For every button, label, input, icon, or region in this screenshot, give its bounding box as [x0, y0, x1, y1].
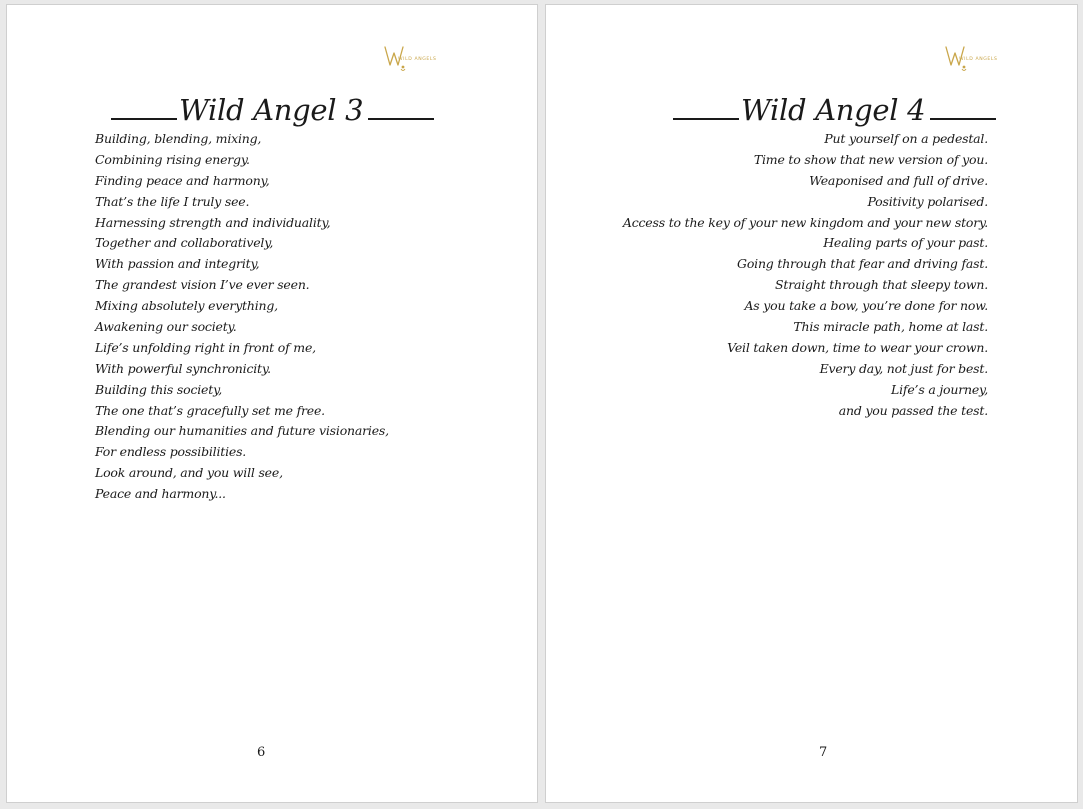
- poem-line: The grandest vision I’ve ever seen.: [95, 277, 310, 293]
- title-rule-right: [930, 96, 996, 120]
- poem-title: [111, 93, 434, 127]
- logo-mark-icon: [940, 39, 998, 75]
- poem-line: For endless possibilities.: [95, 444, 247, 460]
- poem-line: This miracle path, home at last.: [793, 319, 988, 335]
- poem-line: The one that’s gracefully set me free.: [95, 402, 325, 418]
- poem-line: That’s the life I truly see.: [95, 193, 250, 209]
- title-rule-right: [368, 96, 434, 120]
- poem-line: Every day, not just for best.: [819, 360, 988, 376]
- poem-line: Harnessing strength and individuality,: [95, 214, 331, 230]
- poem-line: As you take a bow, you’re done for now.: [744, 298, 988, 314]
- poem-line: Combining rising energy.: [95, 151, 250, 167]
- poem-line: Life’s a journey,: [891, 381, 988, 397]
- page-number: 7: [819, 745, 828, 760]
- logo-text: [398, 56, 437, 62]
- poem-title: [673, 93, 996, 127]
- svg-text:WILD ANGELS: WILD ANGELS: [959, 57, 998, 62]
- poem-line: Put yourself on a pedestal.: [824, 131, 988, 146]
- title-rule-left: [111, 96, 177, 120]
- poem-line: Positivity polarised.: [867, 193, 988, 209]
- page-left: [6, 4, 538, 803]
- logo-mark-icon: [379, 39, 437, 75]
- svg-text:WILD ANGELS: WILD ANGELS: [398, 57, 437, 62]
- poem-line: Together and collaboratively,: [95, 235, 274, 251]
- poem-title-text: Wild Angel 4: [741, 93, 926, 127]
- poem-line: Mixing absolutely everything,: [95, 298, 278, 314]
- wild-angels-logo: [940, 39, 998, 75]
- page-number: 6: [257, 745, 266, 760]
- poem-title-text: Wild Angel 3: [179, 93, 364, 127]
- poem-line: Straight through that sleepy town.: [775, 277, 988, 293]
- page-right: [545, 4, 1078, 803]
- wild-angels-logo: [379, 39, 437, 75]
- poem-line: Healing parts of your past.: [823, 235, 988, 251]
- poem-line: Awakening our society.: [95, 319, 237, 335]
- poem-line: Veil taken down, time to wear your crown.: [727, 339, 988, 355]
- poem-line: Look around, and you will see,: [95, 465, 283, 481]
- poem-line: Access to the key of your new kingdom and your new story.: [622, 214, 988, 230]
- poem-line: With powerful synchronicity.: [95, 360, 271, 376]
- poem-line: Finding peace and harmony,: [95, 172, 270, 188]
- poem-body: [95, 129, 389, 505]
- poem-line: Going through that fear and driving fast.: [737, 256, 988, 272]
- poem-line: Time to show that new version of you.: [753, 151, 988, 167]
- poem-line: Building, blending, mixing,: [95, 131, 262, 146]
- poem-line: Building this society,: [95, 381, 223, 397]
- poem-line: and you passed the test.: [838, 402, 988, 418]
- poem-line: Life’s unfolding right in front of me,: [95, 339, 316, 355]
- logo-text: [959, 56, 998, 62]
- poem-line: Peace and harmony...: [95, 486, 226, 502]
- poem-line: Weaponised and full of drive.: [809, 172, 988, 188]
- poem-body: [623, 129, 988, 421]
- poem-line: Blending our humanities and future visionaries,: [95, 423, 389, 439]
- title-rule-left: [673, 96, 739, 120]
- poem-line: With passion and integrity,: [95, 256, 260, 272]
